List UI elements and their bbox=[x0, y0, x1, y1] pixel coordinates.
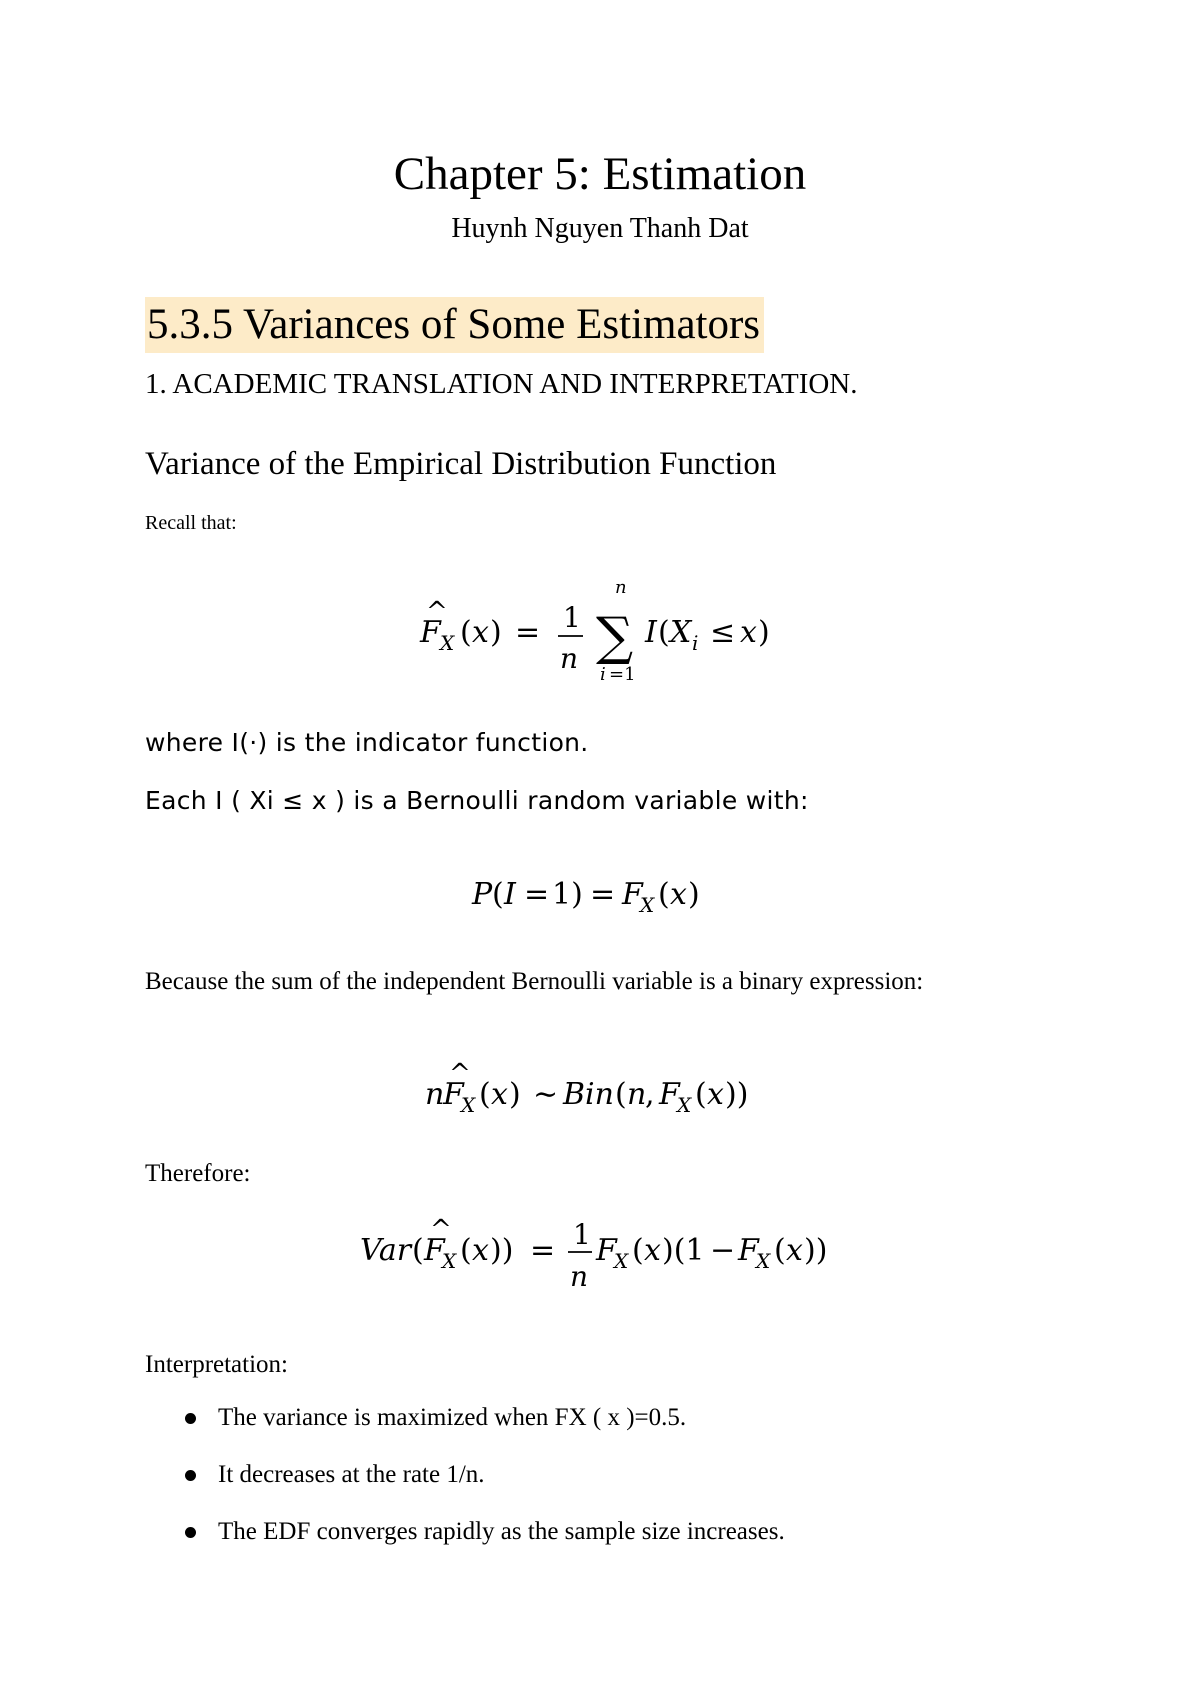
svg-text:)): )) bbox=[725, 1077, 749, 1112]
svg-text:x: x bbox=[740, 615, 757, 650]
svg-text:X: X bbox=[442, 1249, 457, 1273]
svg-text:X: X bbox=[677, 1093, 692, 1117]
svg-text:(: ( bbox=[658, 877, 670, 912]
svg-text:x: x bbox=[786, 1233, 803, 1268]
svg-text:1: 1 bbox=[573, 1218, 591, 1251]
equation-variance bbox=[360, 1210, 860, 1300]
svg-text:−: − bbox=[710, 1233, 736, 1268]
svg-text:x: x bbox=[491, 1077, 508, 1112]
svg-text:F: F bbox=[596, 1233, 617, 1268]
svg-text:,: , bbox=[645, 1077, 655, 1112]
svg-text:i: i bbox=[692, 631, 699, 655]
svg-text:X: X bbox=[756, 1249, 771, 1273]
bullet-icon bbox=[185, 1527, 196, 1538]
list-item bbox=[145, 1402, 785, 1459]
svg-text:x: x bbox=[472, 1233, 489, 1268]
svg-text:(: ( bbox=[479, 1077, 491, 1112]
interpretation-list bbox=[145, 1402, 785, 1573]
svg-text:F: F bbox=[659, 1077, 680, 1112]
svg-text:=: = bbox=[530, 1233, 556, 1268]
svg-text:=1: =1 bbox=[609, 664, 636, 685]
svg-text:I: I bbox=[504, 877, 516, 912]
svg-text:1): 1) bbox=[552, 877, 583, 912]
svg-text:F: F bbox=[420, 615, 441, 650]
svg-text:n: n bbox=[425, 1077, 445, 1112]
binomial-note: Because the sum of the independent Bernoulli variable is a binary expression: bbox=[145, 968, 924, 995]
svg-text:x: x bbox=[707, 1077, 724, 1112]
svg-text:=: = bbox=[590, 877, 616, 912]
svg-text:F: F bbox=[424, 1233, 445, 1268]
svg-text:(: ( bbox=[412, 1233, 424, 1268]
svg-text:): ) bbox=[688, 877, 700, 912]
svg-text:(: ( bbox=[695, 1077, 707, 1112]
therefore-label: Therefore: bbox=[145, 1160, 251, 1187]
svg-text:F: F bbox=[622, 877, 643, 912]
svg-text:^: ^ bbox=[449, 1059, 471, 1089]
svg-text:Var: Var bbox=[360, 1233, 412, 1268]
svg-text:): ) bbox=[509, 1077, 521, 1112]
svg-text:X: X bbox=[670, 615, 692, 650]
bernoulli-note: Each I ( Xi ≤ x ) is a Bernoulli random variable with: bbox=[145, 786, 809, 815]
list-item-text: It decreases at the rate 1/n. bbox=[218, 1461, 485, 1488]
svg-text:i: i bbox=[600, 664, 606, 685]
svg-text:x: x bbox=[670, 877, 687, 912]
recall-text: Recall that: bbox=[145, 512, 237, 534]
interpretation-label: Interpretation: bbox=[145, 1351, 288, 1378]
bullet-icon bbox=[185, 1413, 196, 1424]
svg-text:F: F bbox=[738, 1233, 759, 1268]
svg-text:n: n bbox=[615, 577, 627, 598]
svg-text:X: X bbox=[440, 631, 455, 655]
topic-heading: Variance of the Empirical Distribution Function bbox=[145, 446, 777, 482]
svg-text:1: 1 bbox=[563, 601, 581, 634]
svg-text:n: n bbox=[627, 1077, 647, 1112]
svg-text:(: ( bbox=[632, 1233, 644, 1268]
equation-binomial bbox=[425, 1059, 795, 1122]
list-item bbox=[145, 1459, 785, 1516]
svg-text:(: ( bbox=[774, 1233, 786, 1268]
svg-text:n: n bbox=[560, 642, 579, 675]
svg-text:F: F bbox=[443, 1077, 464, 1112]
svg-text:^: ^ bbox=[430, 1215, 452, 1245]
svg-text:)): )) bbox=[804, 1233, 828, 1268]
equation-bernoulli bbox=[472, 868, 762, 918]
svg-text:=: = bbox=[515, 615, 541, 650]
svg-text:P: P bbox=[472, 877, 493, 912]
svg-text:x: x bbox=[472, 615, 489, 650]
svg-text:=: = bbox=[524, 877, 550, 912]
svg-text:^: ^ bbox=[426, 597, 448, 627]
svg-text:)): )) bbox=[490, 1233, 514, 1268]
svg-text:): ) bbox=[490, 615, 502, 650]
section-heading: 5.3.5 Variances of Some Estimators bbox=[145, 297, 764, 353]
svg-text:X: X bbox=[640, 893, 655, 917]
svg-text:X: X bbox=[461, 1093, 476, 1117]
svg-text:(: ( bbox=[492, 877, 504, 912]
list-item-text: The EDF converges rapidly as the sample size increases. bbox=[218, 1518, 785, 1545]
author-name: Huynh Nguyen Thanh Dat bbox=[451, 213, 749, 244]
svg-text:X: X bbox=[614, 1249, 629, 1273]
svg-text:∑: ∑ bbox=[596, 607, 634, 667]
svg-text:≤: ≤ bbox=[710, 615, 736, 650]
section-subheading: 1. ACADEMIC TRANSLATION AND INTERPRETATION. bbox=[145, 368, 858, 400]
svg-text:n: n bbox=[570, 1260, 589, 1293]
svg-text:∼: ∼ bbox=[533, 1077, 559, 1112]
svg-text:x: x bbox=[644, 1233, 661, 1268]
list-item bbox=[145, 1516, 785, 1573]
svg-text:(: ( bbox=[460, 615, 472, 650]
svg-text:Bin: Bin bbox=[563, 1077, 614, 1112]
list-item-text: The variance is maximized when FX ( x )=0.5. bbox=[218, 1404, 687, 1431]
indicator-note: where I(·) is the indicator function. bbox=[145, 728, 589, 757]
svg-text:I: I bbox=[645, 615, 657, 650]
svg-text:): ) bbox=[758, 615, 770, 650]
svg-text:(: ( bbox=[460, 1233, 472, 1268]
equation-edf bbox=[420, 577, 820, 690]
svg-text:(: ( bbox=[658, 615, 670, 650]
bullet-icon bbox=[185, 1470, 196, 1481]
svg-text:)(1: )(1 bbox=[662, 1233, 705, 1268]
chapter-title: Chapter 5: Estimation bbox=[393, 148, 807, 200]
svg-text:(: ( bbox=[615, 1077, 627, 1112]
